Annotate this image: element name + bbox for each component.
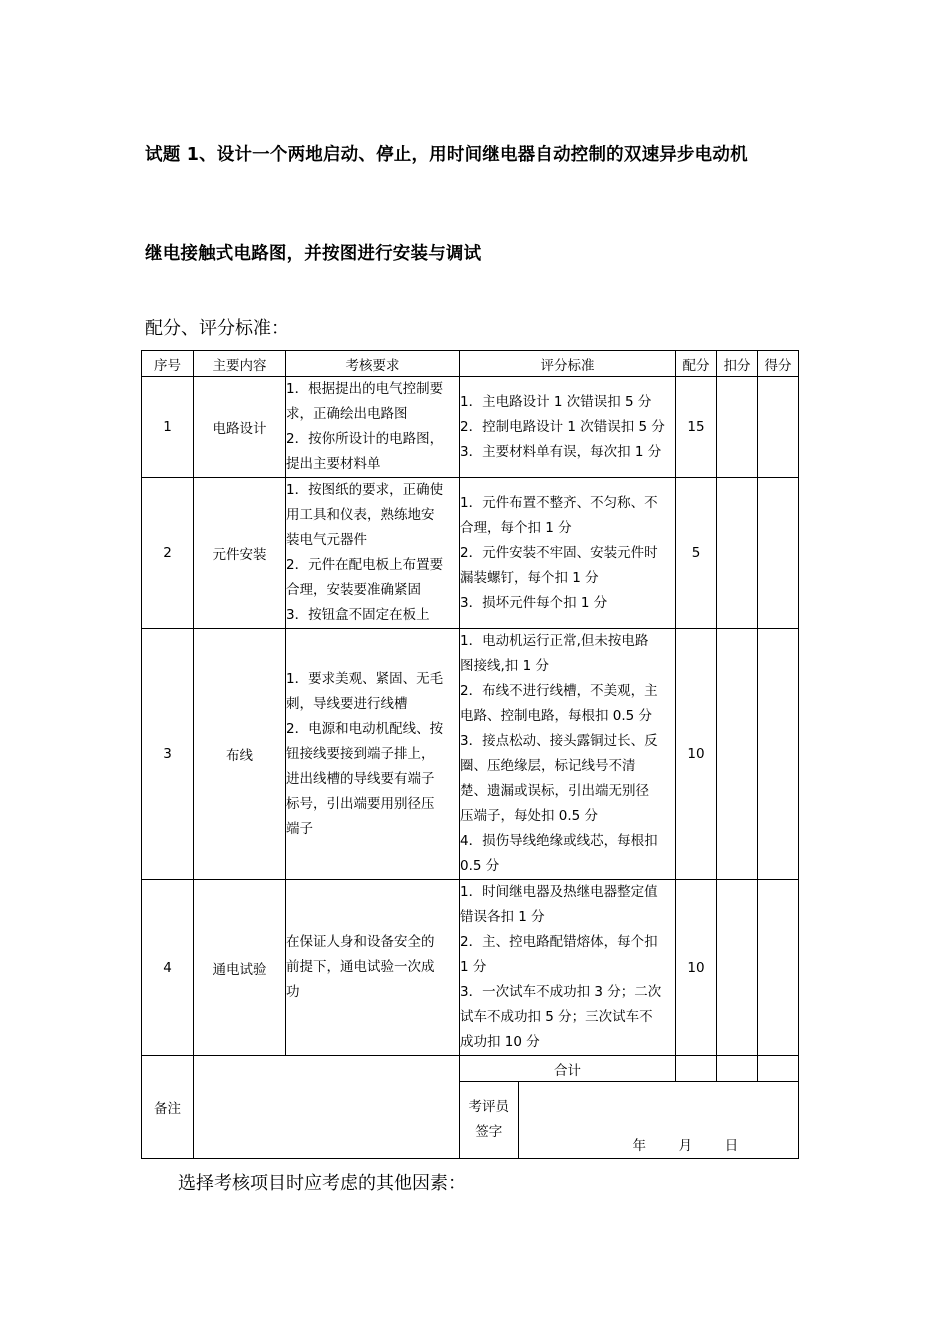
criteria-line: 试车不成功扣 5 分；三次试车不 [460, 1009, 653, 1025]
row-earned-cell [758, 377, 799, 478]
row-criteria [460, 478, 676, 629]
remarks-label: 备注 [142, 1056, 194, 1159]
remarks-cell [194, 1056, 460, 1159]
header-earned: 得分 [758, 351, 799, 377]
date-day: 日 [724, 1138, 739, 1154]
date-month: 月 [678, 1138, 693, 1154]
row-deduction-cell [717, 377, 758, 478]
criteria-line: 2．布线不进行线槽，不美观，主 [460, 683, 658, 699]
requirement-line: 刺，导线要进行线槽 [286, 695, 408, 712]
criteria-line: 电路、控制电路，每根扣 0.5 分 [460, 708, 653, 724]
requirement-line: 在保证人身和设备安全的 [286, 934, 435, 950]
criteria-line: 3．损坏元件每个扣 1 分 [460, 594, 608, 611]
row-criteria [460, 377, 676, 478]
signature-table [460, 1082, 798, 1158]
row-no: 3 [142, 629, 194, 880]
requirement-line: 1．要求美观、紧固、无毛 [286, 670, 444, 687]
row-content: 布线 [194, 629, 286, 880]
table-row [142, 478, 799, 629]
requirement-line: 2．按你所设计的电路图， [286, 431, 444, 447]
table-row [142, 629, 799, 880]
requirement-line: 标号，引出端要用别径压 [286, 795, 435, 812]
criteria-line: 1．电动机运行正常,但未按电路 [460, 633, 649, 649]
scoring-table [141, 350, 799, 1159]
requirement-line: 合理，安装要准确紧固 [286, 582, 421, 598]
question-title-line-1: 试题 1、设计一个两地启动、停止，用时间继电器自动控制的双速异步电动机 [145, 145, 748, 165]
requirement-line: 前提下，通电试验一次成 [286, 959, 435, 975]
row-content: 电路设计 [194, 377, 286, 478]
other-factors-heading: 选择考核项目时应考虑的其他因素： [178, 1173, 466, 1194]
requirement-line: 提出主要材料单 [286, 456, 381, 472]
criteria-line: 2．主、控电路配错熔体，每个扣 [460, 934, 658, 950]
requirement-line: 2．电源和电动机配线、按 [286, 720, 444, 737]
row-no: 1 [142, 377, 194, 478]
criteria-line: 漏装螺钉，每个扣 1 分 [460, 569, 599, 586]
header-requirements: 考核要求 [286, 351, 460, 377]
row-no: 2 [142, 478, 194, 629]
requirement-line: 1．根据提出的电气控制要 [286, 381, 444, 397]
signature-label: 签字 [475, 1124, 503, 1140]
criteria-line: 1．元件布置不整齐、不匀称、不 [460, 494, 658, 511]
scoring-subtitle: 配分、评分标准： [145, 318, 289, 339]
criteria-line: 2．控制电路设计 1 次错误扣 5 分 [460, 418, 665, 435]
header-score: 配分 [676, 351, 717, 377]
total-score-cell [676, 1056, 717, 1082]
criteria-line: 圈、压绝缘层，标记线号不清 [460, 758, 636, 774]
criteria-line: 0.5 分 [460, 858, 500, 874]
requirement-line: 求，正确绘出电路图 [286, 406, 408, 422]
criteria-line: 压端子，每处扣 0.5 分 [460, 808, 599, 824]
row-content: 元件安装 [194, 478, 286, 629]
examiner-label: 考评员 [468, 1099, 509, 1115]
total-label: 合计 [460, 1056, 676, 1082]
criteria-line: 错误各扣 1 分 [460, 909, 545, 925]
date-line [633, 1134, 739, 1154]
row-earned-cell [758, 478, 799, 629]
requirement-line: 装电气元器件 [286, 532, 367, 548]
row-content: 通电试验 [194, 880, 286, 1056]
requirement-line: 端子 [286, 820, 313, 837]
row-requirements [286, 377, 460, 478]
row-deduction-cell [717, 478, 758, 629]
criteria-line: 4．损伤导线绝缘或线芯，每根扣 [460, 833, 658, 849]
requirement-line: 钮接线要接到端子排上， [286, 745, 435, 762]
criteria-line: 3．一次试车不成功扣 3 分；二次 [460, 984, 662, 1000]
requirement-line: 1．按图纸的要求，正确使 [286, 482, 444, 498]
row-deduction-cell [717, 880, 758, 1056]
row-requirements [286, 880, 460, 1056]
row-earned-cell [758, 880, 799, 1056]
requirement-line: 3．按钮盒不固定在板上 [286, 607, 430, 623]
criteria-line: 1．主电路设计 1 次错误扣 5 分 [460, 393, 652, 410]
header-no: 序号 [142, 351, 194, 377]
row-score: 5 [676, 478, 717, 629]
row-earned-cell [758, 629, 799, 880]
criteria-line: 合理，每个扣 1 分 [460, 519, 572, 536]
criteria-line: 1．时间继电器及热继电器整定值 [460, 884, 658, 900]
row-no: 4 [142, 880, 194, 1056]
table-row [142, 377, 799, 478]
row-score: 15 [676, 377, 717, 478]
requirement-line: 用工具和仪表，熟练地安 [286, 507, 435, 523]
row-criteria [460, 629, 676, 880]
question-title-line-2: 继电接触式电路图，并按图进行安装与调试 [145, 244, 482, 264]
header-row [142, 351, 799, 377]
signature-date-cell [518, 1082, 798, 1158]
criteria-line: 图接线,扣 1 分 [460, 658, 549, 674]
criteria-line: 2．元件安装不牢固、安装元件时 [460, 544, 658, 561]
requirement-line: 2．元件在配电板上布置要 [286, 557, 444, 573]
row-criteria [460, 880, 676, 1056]
row-score: 10 [676, 629, 717, 880]
header-deduction: 扣分 [717, 351, 758, 377]
requirement-line: 进出线槽的导线要有端子 [286, 770, 435, 787]
header-criteria: 评分标准 [460, 351, 676, 377]
table-row [142, 880, 799, 1056]
signature-area [460, 1082, 799, 1159]
row-deduction-cell [717, 629, 758, 880]
date-year: 年 [632, 1138, 646, 1154]
row-requirements [286, 478, 460, 629]
row-score: 10 [676, 880, 717, 1056]
requirement-line: 功 [286, 984, 300, 1000]
criteria-line: 1 分 [460, 959, 487, 975]
total-row [142, 1056, 799, 1082]
total-earned-cell [758, 1056, 799, 1082]
criteria-line: 3．接点松动、接头露铜过长、反 [460, 733, 658, 749]
header-content: 主要内容 [194, 351, 286, 377]
criteria-line: 3．主要材料单有误，每次扣 1 分 [460, 443, 662, 460]
row-requirements [286, 629, 460, 880]
criteria-line: 成功扣 10 分 [460, 1034, 540, 1050]
criteria-line: 楚、遗漏或误标，引出端无别径 [460, 783, 649, 799]
total-deduction-cell [717, 1056, 758, 1082]
examiner-label-cell [460, 1082, 518, 1158]
